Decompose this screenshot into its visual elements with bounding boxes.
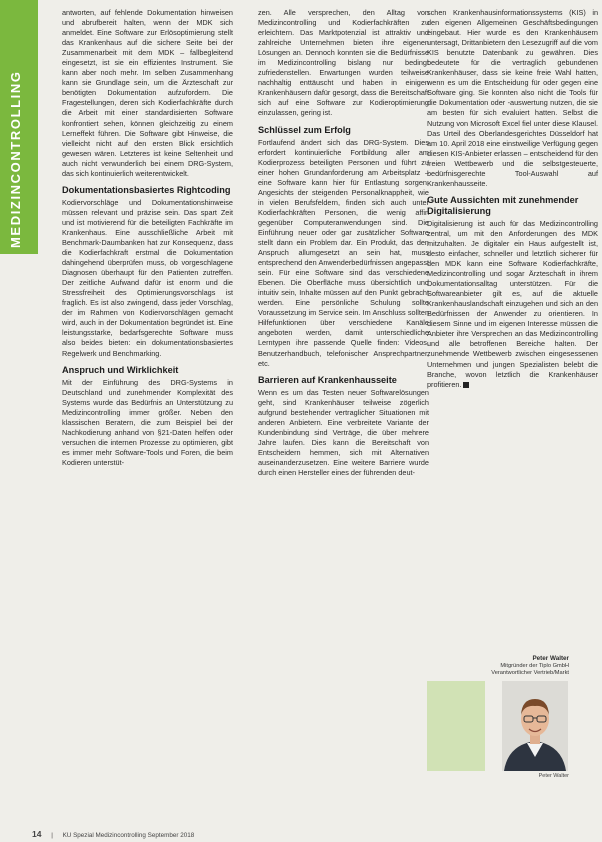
author-photo-area	[427, 681, 569, 781]
text-column-1	[62, 8, 233, 468]
portrait-icon	[502, 681, 568, 771]
paragraph: Fortlaufend ändert sich das DRG-System. Dies erfordert kontinuierliche Fortbildung aller am Kodierprozess beteiligten Personen und führt zu einer hohen Grundanforderung am Arbeitsplatz – eine Software kann hier für Entlastung sorgen. Angesichts der steigenden Personalknappheit, wie in vielen Berufsfeldern, finden sich auch unter Kodierfachkräften Personen, die wenig affin gegenüber Computeranwendungen sind. Die Einführung neuer oder gar zusätzlicher Software stellt dann ein Problem dar. Ein Produkt, das den Anspruch allumgesetzt an sein hat, muss entsprechend den Anwenderbedürfnissen angepasst sein. Für eine Software sind das verschiedene Ebenen. Die Oberfläche muss übersichtlich und intuitiv sein, Inhalte müssen auf den Punkt gebracht werden. Eine persönliche Schulung sollte Voraussetzung im Service sein. Im Anschluss sollten Hilfefunktionen über verschiedene Kanäle angeboten werden, damit unterschiedliche Lerntypen ihre passende Quelle finden: Videos, Benutzerhandbuch, telefonischer Ansprechpartner, etc.	[258, 137, 429, 368]
author-box	[427, 655, 569, 781]
section-sidebar	[0, 0, 38, 254]
page-number: 14	[32, 829, 42, 839]
page-footer	[32, 829, 194, 839]
subheading: Anspruch und Wirklichkeit	[62, 364, 179, 375]
paragraph	[427, 219, 598, 390]
author-name: Peter Walter	[532, 655, 569, 662]
section-label: MEDIZINCONTROLLING	[8, 70, 23, 248]
text-column-2	[258, 8, 429, 478]
paragraph: zen. Alle versprechen, den Alltag von Medizincontrolling und Kodierfachkräften zu erleichtern. Das Marktpotenzial ist attraktiv und zahlreiche Unternehmen bieten ihre eigenen Lösungen an. Dennoch konnten sie die Bedürfnisse im Medizincontrolling bislang nur bedingt zufriedenstellen. Erwartungen wurden teilweise nachhaltig enttäuscht und haben in einigen Krankenhäusern dafür gesorgt, dass die Bereitschaft sich auf eine Software zur Kodieroptimierung einzulassen, gering ist.	[258, 8, 429, 118]
paragraph-text: Digitalisierung ist auch für das Medizincontrolling zentral, um mit den Anforderungen des MDK mitzuhalten. Je digitaler ein Haus aufgestellt ist, desto einfacher, schneller und letztlich sicherer für den MDK kann eine Software Kodierfachkräfte, Medizincontrolling und sogar Ärzteschaft in ihrem Dokumentationsalltag unterstützen. Für die Softwareanbieter gilt es, auf die aktuelle Krankenhauslandschaft einzugehen und sich an den Bedürfnissen der Anwender zu orientieren. In diesem Sinne und im eigenen Interesse müssen die Anbieter ihre Versprechen an das Medizincontrolling und alle betroffenen Bereiche halten. Der zunehmende Wettbewerb zwischen eingesessenen Unternehmen und jungen Spezialisten belebt die Branche, wovon letztlich die Krankenhäuser profitieren.	[427, 218, 598, 389]
author-role: Verantwortlicher Vertrieb/Markt	[491, 670, 569, 677]
subheading: Dokumentationsbasiertes Rightcoding	[62, 184, 231, 195]
text-column-3	[427, 8, 598, 390]
footer-separator: |	[51, 832, 53, 839]
decorative-tile	[427, 681, 485, 771]
paragraph: Mit der Einführung des DRG-Systems in Deutschland und zunehmender Komplexität des Systems wurde das Bedürfnis an Unterstützung zu Medizincontrolling immer größer. Neben den klassischen Beratern, die zum Beispiel bei der Nachkodierung anhand von §21-Daten helfen oder versuchen die internen Prozesse zu optimieren, gibt es immer mehr Software-Tools und Foren, die beim Kodieren unterstüt-	[62, 377, 233, 467]
subheading: Barrieren auf Krankenhausseite	[258, 374, 397, 385]
subheading: Gute Aussichten mit zunehmender Digitalisierung	[427, 194, 579, 216]
author-photo	[502, 681, 568, 771]
paragraph: antworten, auf fehlende Dokumentation hinweisen und abrufbereit halten, wenn der MDK sich anmeldet. Eine Software zur Erlösoptimierung stellt das Krankenhaus auf die sichere Seite bei der Zusammenarbeit mit dem MDK – fallbegleitend eingesetzt, ist sie ein effizientes Instrument. Sie kann aber noch mehr. Im selben Zusammenhang kann sie Grundlage sein, um die Ärzteschaft zur benötigten Dokumentation aufzufordern. Die Fragestellungen, deren sich Kodierfachkräfte durch die Arbeit mit einer standardisierten Software konfrontiert sehen, können gleichzeitig zu einem Lerneffekt führen. Die Software gibt Hinweise, die vielleicht nicht auf den ersten Blick ersichtlich gewesen wären. Letzteres ist keine Seltenheit und auch nicht verwunderlich bei einem DRG-System, das sich kontinuierlich weiterentwickelt.	[62, 8, 233, 178]
publication-title: KU Spezial Medizincontrolling September 2018	[62, 832, 195, 839]
end-mark-icon	[463, 382, 469, 388]
paragraph: Kodiervorschläge und Dokumentationshinweise müssen relevant und präzise sein. Das spart Zeit und ist motivierend für die beteiligten Fachkräfte im Krankenhaus. Eine ausschließliche Arbeit mit Benchmark-Daumbanken hat zur Konsequenz, dass die Kodierfachkraft erstmal die Dokumentation dahingehend überprüfen muss, ob vorgeschlagene Diagnosen überhaupt für den Patienten zutreffen. Der zeitliche Aufwand dafür ist enorm und die Stressfreiheit des Optimierungsvorschlags ist fraglich. Es ist also zwingend, dass jeder Vorschlag, der im Rahmen von Kodiervorschlägen gemacht wird, auch in der Dokumentation begründet ist. Eine leistungsstarke, bedarfsgerechte Software muss also beides bieten: ein dokumentationsbasiertes Regelwerk und Benchmarking.	[62, 197, 233, 358]
subheading: Schlüssel zum Erfolg	[258, 124, 351, 135]
paragraph: Wenn es um das Testen neuer Softwarelösungen geht, sind Krankenhäuser teilweise zögerlich aufgrund bestehender vertraglicher Situationen mit anderen Anbietern. Eine verbreitete Variante der Kundenbindung sind Verträge, die über mehrere Jahre laufen. Dies kann die Bereitschaft von Entscheidern hemmen, sich mit Alternativen auseinanderzusetzen. Eine weitere Barriere wurde durch einen Hersteller eines der führenden deut-	[258, 387, 429, 477]
photo-caption: Peter Walter	[538, 773, 569, 780]
author-role: Mitgründer der Tiplo GmbH	[500, 663, 569, 669]
paragraph: schen Krankenhausinformationssystems (KIS) in den eigenen Allgemeinen Geschäftsbedingungen eingebaut. Hier wurde es den Krankenhäusern untersagt, Drittanbietern den Lesezugriff auf die vom KIS benutzte Datenbank zu gewähren. Dies bedeutete für die vertraglich gebundenen Krankenhäuser, dass sie keine freie Wahl hatten, wenn es um die Entscheidung für oder gegen eine Software ging. Sie konnten also nicht die Tools für die Dokumentation oder -auswertung nutzen, die sie am besten für sich evaluiert hatten. Selbst die Nutzung von Microsoft Excel fiel unter diese Klausel. Das Urteil des Oberlandesgerichtes Düsseldorf hat am 10. April 2018 eine einstweilige Verfügung gegen diesen KIS-Anbieter erlassen – entscheidend für den freien Wettbewerb und die selbstgesteuerte, bedürfnisgerechte Tool-Auswahl auf Krankenhausseite.	[427, 8, 598, 188]
